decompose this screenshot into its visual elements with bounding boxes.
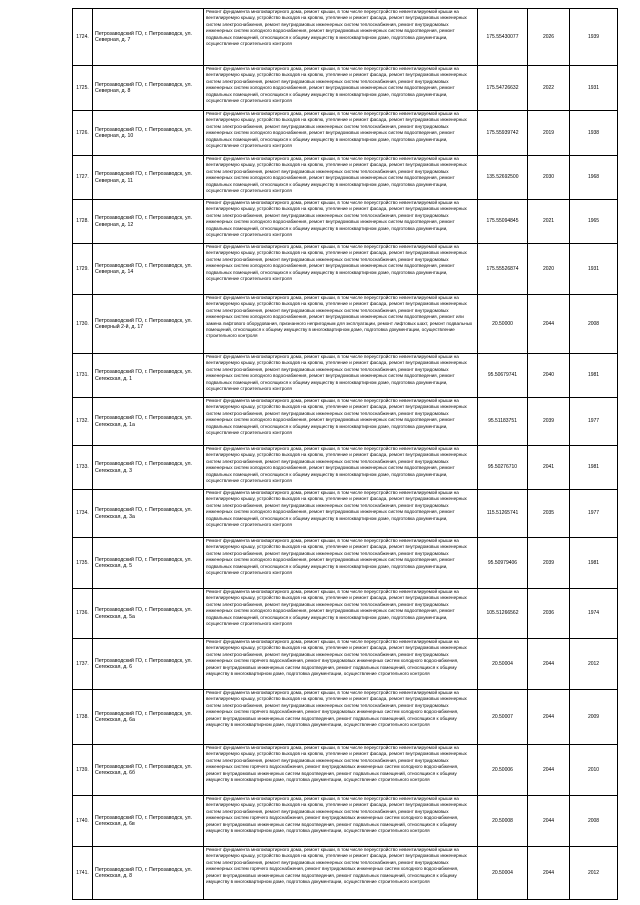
house-code: 175.55939742	[478, 111, 528, 156]
repair-works-list: Ремонт фундамента многоквартирного дома, ремонт крыши, в том числе переустройство невентилируемой крыши на вентилируемую крышу, устройство выходов на кровлю, утепление и ремонт фасада, ремонт внутридомовых инженерных систем электроснабжения, ремонт внутридомовых инженерных систем теплоснабжения, ремонт внутридомовых инженерных систем холодного водоснабжения, ремонт внутридомовых инженерных систем водоотведения, ремонт подвальных помещений, относящихся к общему имуществу в многоквартирном доме, подготовка документации, осуществление строительного контроля	[204, 490, 478, 538]
house-code: 95.50276710	[478, 446, 528, 490]
planned-repair-year: 2044	[528, 796, 570, 847]
house-address: Петрозаводский ГО, г. Петрозаводск, ул. Сегежская, д. 1а	[93, 398, 204, 446]
house-code: 175.55526874	[478, 244, 528, 295]
house-code: 175.54726632	[478, 66, 528, 111]
planned-repair-year: 2035	[528, 490, 570, 538]
construction-year: 1977	[570, 398, 618, 446]
row-number: 1727.	[73, 156, 93, 200]
construction-year: 1968	[570, 156, 618, 200]
planned-repair-year: 2044	[528, 295, 570, 354]
construction-year: 1938	[570, 111, 618, 156]
construction-year: 2012	[570, 847, 618, 900]
row-number: 1732.	[73, 398, 93, 446]
repair-works-list: Ремонт фундамента многоквартирного дома, ремонт крыши, в том числе переустройство невентилируемой крыши на вентилируемую крышу, устройство выходов на кровлю, утепление и ремонт фасада, ремонт внутридомовых инженерных систем электроснабжения, ремонт внутридомовых инженерных систем теплоснабжения, ремонт внутридомовых инженерных систем горячего водоснабжения, ремонт внутридомовых инженерных систем холодного водоснабжения, ремонт внутридомовых инженерных систем водоотведения, ремонт подвальных помещений, относящихся к общему имуществу в многоквартирном доме, подготовка документации, осуществление строительного контроля	[204, 847, 478, 900]
planned-repair-year: 2026	[528, 9, 570, 66]
house-address: Петрозаводский ГО, г. Петрозаводск, ул. Сегежская, д. 6	[93, 639, 204, 690]
repair-works-list: Ремонт фундамента многоквартирного дома, ремонт крыши, в том числе переустройство невентилируемой крыши на вентилируемую крышу, устройство выходов на кровлю, утепление и ремонт фасада, ремонт внутридомовых инженерных систем электроснабжения, ремонт внутридомовых инженерных систем теплоснабжения, ремонт внутридомовых инженерных систем холодного водоснабжения, ремонт внутридомовых инженерных систем водоотведения, ремонт или замена лифтового оборудования, признанного непригодным для эксплуатации, ремонт лифтовых шахт, ремонт подвальных помещений, относящихся к общему имуществу в многоквартирном доме, подготовка документации, осуществление строительного контроля	[204, 295, 478, 354]
house-code: 95.50979406	[478, 538, 528, 589]
house-address: Петрозаводский ГО, г. Петрозаводск, ул. Сегежская, д. 6в	[93, 796, 204, 847]
planned-repair-year: 2044	[528, 690, 570, 745]
planned-repair-year: 2022	[528, 66, 570, 111]
row-number: 1736.	[73, 589, 93, 639]
house-address: Петрозаводский ГО, г. Петрозаводск, ул. Северный 2-й, д. 17	[93, 295, 204, 354]
repair-works-list: Ремонт фундамента многоквартирного дома, ремонт крыши, в том числе переустройство невентилируемой крыши на вентилируемую крышу, устройство выходов на кровлю, утепление и ремонт фасада, ремонт внутридомовых инженерных систем электроснабжения, ремонт внутридомовых инженерных систем теплоснабжения, ремонт внутридомовых инженерных систем холодного водоснабжения, ремонт внутридомовых инженерных систем водоотведения, ремонт подвальных помещений, относящихся к общему имуществу в многоквартирном доме, подготовка документации, осуществление строительного контроля	[204, 111, 478, 156]
planned-repair-year: 2039	[528, 538, 570, 589]
construction-year: 2008	[570, 796, 618, 847]
row-number: 1735.	[73, 538, 93, 589]
row-number: 1726.	[73, 111, 93, 156]
construction-year: 2012	[570, 639, 618, 690]
table-row	[73, 354, 618, 398]
table-row	[73, 244, 618, 295]
house-code: 115.51265741	[478, 490, 528, 538]
house-address: Петрозаводский ГО, г. Петрозаводск, ул. Сегежская, д. 5	[93, 538, 204, 589]
house-code: 135.52692500	[478, 156, 528, 200]
planned-repair-year: 2044	[528, 639, 570, 690]
house-code: 20.50004	[478, 639, 528, 690]
capital-repair-program-sheet	[72, 8, 617, 900]
table-row	[73, 847, 618, 900]
repair-works-list: Ремонт фундамента многоквартирного дома, ремонт крыши, в том числе переустройство невентилируемой крыши на вентилируемую крышу, устройство выходов на кровлю, утепление и ремонт фасада, ремонт внутридомовых инженерных систем электроснабжения, ремонт внутридомовых инженерных систем теплоснабжения, ремонт внутридомовых инженерных систем холодного водоснабжения, ремонт внутридомовых инженерных систем водоотведения, ремонт подвальных помещений, относящихся к общему имуществу в многоквартирном доме, подготовка документации, осуществление строительного контроля	[204, 244, 478, 295]
repair-works-list: Ремонт фундамента многоквартирного дома, ремонт крыши, в том числе переустройство невентилируемой крыши на вентилируемую крышу, устройство выходов на кровлю, утепление и ремонт фасада, ремонт внутридомовых инженерных систем электроснабжения, ремонт внутридомовых инженерных систем теплоснабжения, ремонт внутридомовых инженерных систем горячего водоснабжения, ремонт внутридомовых инженерных систем холодного водоснабжения, ремонт внутридомовых инженерных систем водоотведения, ремонт подвальных помещений, относящихся к общему имуществу в многоквартирном доме, подготовка документации, осуществление строительного контроля	[204, 745, 478, 796]
repair-works-list: Ремонт фундамента многоквартирного дома, ремонт крыши, в том числе переустройство невентилируемой крыши на вентилируемую крышу, устройство выходов на кровлю, утепление и ремонт фасада, ремонт внутридомовых инженерных систем электроснабжения, ремонт внутридомовых инженерных систем теплоснабжения, ремонт внутридомовых инженерных систем горячего водоснабжения, ремонт внутридомовых инженерных систем холодного водоснабжения, ремонт внутридомовых инженерных систем водоотведения, ремонт подвальных помещений, относящихся к общему имуществу в многоквартирном доме, подготовка документации, осуществление строительного контроля	[204, 639, 478, 690]
construction-year: 1931	[570, 66, 618, 111]
construction-year: 1981	[570, 446, 618, 490]
repair-works-list: Ремонт фундамента многоквартирного дома, ремонт крыши, в том числе переустройство невентилируемой крыши на вентилируемую крышу, устройство выходов на кровлю, утепление и ремонт фасада, ремонт внутридомовых инженерных систем электроснабжения, ремонт внутридомовых инженерных систем теплоснабжения, ремонт внутридомовых инженерных систем холодного водоснабжения, ремонт внутридомовых инженерных систем водоотведения, ремонт подвальных помещений, относящихся к общему имуществу в многоквартирном доме, подготовка документации, осуществление строительного контроля	[204, 200, 478, 244]
planned-repair-year: 2036	[528, 589, 570, 639]
repair-works-list: Ремонт фундамента многоквартирного дома, ремонт крыши, в том числе переустройство невентилируемой крыши на вентилируемую крышу, устройство выходов на кровлю, утепление и ремонт фасада, ремонт внутридомовых инженерных систем электроснабжения, ремонт внутридомовых инженерных систем теплоснабжения, ремонт внутридомовых инженерных систем горячего водоснабжения, ремонт внутридомовых инженерных систем холодного водоснабжения, ремонт внутридомовых инженерных систем водоотведения, ремонт подвальных помещений, относящихся к общему имуществу в многоквартирном доме, подготовка документации, осуществление строительного контроля	[204, 690, 478, 745]
repair-works-list: Ремонт фундамента многоквартирного дома, ремонт крыши, в том числе переустройство невентилируемой крыши на вентилируемую крышу, устройство выходов на кровлю, утепление и ремонт фасада, ремонт внутридомовых инженерных систем электроснабжения, ремонт внутридомовых инженерных систем теплоснабжения, ремонт внутридомовых инженерных систем холодного водоснабжения, ремонт внутридомовых инженерных систем водоотведения, ремонт подвальных помещений, относящихся к общему имуществу в многоквартирном доме, подготовка документации, осуществление строительного контроля	[204, 398, 478, 446]
table-row	[73, 796, 618, 847]
table-row	[73, 745, 618, 796]
house-address: Петрозаводский ГО, г. Петрозаводск, ул. Сегежская, д. 1	[93, 354, 204, 398]
house-code: 105.51266562	[478, 589, 528, 639]
planned-repair-year: 2044	[528, 847, 570, 900]
repair-works-list: Ремонт фундамента многоквартирного дома, ремонт крыши, в том числе переустройство невентилируемой крыши на вентилируемую крышу, устройство выходов на кровлю, утепление и ремонт фасада, ремонт внутридомовых инженерных систем электроснабжения, ремонт внутридомовых инженерных систем теплоснабжения, ремонт внутридомовых инженерных систем холодного водоснабжения, ремонт внутридомовых инженерных систем водоотведения, ремонт подвальных помещений, относящихся к общему имуществу в многоквартирном доме, подготовка документации, осуществление строительного контроля	[204, 538, 478, 589]
construction-year: 1931	[570, 244, 618, 295]
construction-year: 2008	[570, 295, 618, 354]
table-row	[73, 639, 618, 690]
row-number: 1741.	[73, 847, 93, 900]
row-number: 1733.	[73, 446, 93, 490]
construction-year: 1939	[570, 9, 618, 66]
house-address: Петрозаводский ГО, г. Петрозаводск, ул. Сегежская, д. 6б	[93, 745, 204, 796]
table-row	[73, 9, 618, 66]
house-address: Петрозаводский ГО, г. Петрозаводск, ул. Сегежская, д. 8	[93, 847, 204, 900]
row-number: 1737.	[73, 639, 93, 690]
repair-works-list: Ремонт фундамента многоквартирного дома, ремонт крыши, в том числе переустройство невентилируемой крыши на вентилируемую крышу, устройство выходов на кровлю, утепление и ремонт фасада, ремонт внутридомовых инженерных систем электроснабжения, ремонт внутридомовых инженерных систем теплоснабжения, ремонт внутридомовых инженерных систем холодного водоснабжения, ремонт внутридомовых инженерных систем водоотведения, ремонт подвальных помещений, относящихся к общему имуществу в многоквартирном доме, подготовка документации, осуществление строительного контроля	[204, 354, 478, 398]
house-address: Петрозаводский ГО, г. Петрозаводск, ул. Северная, д. 14	[93, 244, 204, 295]
repair-works-list: Ремонт фундамента многоквартирного дома, ремонт крыши, в том числе переустройство невентилируемой крыши на вентилируемую крышу, устройство выходов на кровлю, утепление и ремонт фасада, ремонт внутридомовых инженерных систем электроснабжения, ремонт внутридомовых инженерных систем теплоснабжения, ремонт внутридомовых инженерных систем холодного водоснабжения, ремонт внутридомовых инженерных систем водоотведения, ремонт подвальных помещений, относящихся к общему имуществу в многоквартирном доме, подготовка документации, осуществление строительного контроля	[204, 446, 478, 490]
table-row	[73, 589, 618, 639]
planned-repair-year: 2044	[528, 745, 570, 796]
repair-works-list: Ремонт фундамента многоквартирного дома, ремонт крыши, в том числе переустройство невентилируемой крыши на вентилируемую крышу, устройство выходов на кровлю, утепление и ремонт фасада, ремонт внутридомовых инженерных систем электроснабжения, ремонт внутридомовых инженерных систем теплоснабжения, ремонт внутридомовых инженерных систем горячего водоснабжения, ремонт внутридомовых инженерных систем холодного водоснабжения, ремонт внутридомовых инженерных систем водоотведения, ремонт подвальных помещений, относящихся к общему имуществу в многоквартирном доме, подготовка документации, осуществление строительного контроля	[204, 796, 478, 847]
house-code: 175.55094845	[478, 200, 528, 244]
planned-repair-year: 2021	[528, 200, 570, 244]
house-code: 20.50000	[478, 295, 528, 354]
table-row	[73, 538, 618, 589]
construction-year: 1974	[570, 589, 618, 639]
house-address: Петрозаводский ГО, г. Петрозаводск, ул. Сегежская, д. 5а	[93, 589, 204, 639]
house-code: 175.55430077	[478, 9, 528, 66]
construction-year: 2009	[570, 690, 618, 745]
house-address: Петрозаводский ГО, г. Петрозаводск, ул. Сегежская, д. 6а	[93, 690, 204, 745]
row-number: 1739.	[73, 745, 93, 796]
table-row	[73, 200, 618, 244]
construction-year: 2010	[570, 745, 618, 796]
planned-repair-year: 2019	[528, 111, 570, 156]
planned-repair-year: 2030	[528, 156, 570, 200]
repair-works-list: Ремонт фундамента многоквартирного дома, ремонт крыши, в том числе переустройство невентилируемой крыши на вентилируемую крышу, устройство выходов на кровлю, утепление и ремонт фасада, ремонт внутридомовых инженерных систем электроснабжения, ремонт внутридомовых инженерных систем теплоснабжения, ремонт внутридомовых инженерных систем холодного водоснабжения, ремонт внутридомовых инженерных систем водоотведения, ремонт подвальных помещений, относящихся к общему имуществу в многоквартирном доме, подготовка документации, осуществление строительного контроля	[204, 9, 478, 66]
row-number: 1724.	[73, 9, 93, 66]
table-row	[73, 490, 618, 538]
row-number: 1728.	[73, 200, 93, 244]
house-address: Петрозаводский ГО, г. Петрозаводск, ул. Северная, д. 7	[93, 9, 204, 66]
row-number: 1731.	[73, 354, 93, 398]
house-address: Петрозаводский ГО, г. Петрозаводск, ул. Северная, д. 8	[93, 66, 204, 111]
row-number: 1730.	[73, 295, 93, 354]
repair-works-list: Ремонт фундамента многоквартирного дома, ремонт крыши, в том числе переустройство невентилируемой крыши на вентилируемую крышу, устройство выходов на кровлю, утепление и ремонт фасада, ремонт внутридомовых инженерных систем электроснабжения, ремонт внутридомовых инженерных систем теплоснабжения, ремонт внутридомовых инженерных систем холодного водоснабжения, ремонт внутридомовых инженерных систем водоотведения, ремонт подвальных помещений, относящихся к общему имуществу в многоквартирном доме, подготовка документации, осуществление строительного контроля	[204, 156, 478, 200]
table-row	[73, 66, 618, 111]
table-row	[73, 690, 618, 745]
planned-repair-year: 2040	[528, 354, 570, 398]
house-code: 20.50008	[478, 796, 528, 847]
construction-year: 1981	[570, 538, 618, 589]
repair-program-table	[72, 8, 618, 900]
house-address: Петрозаводский ГО, г. Петрозаводск, ул. Северная, д. 11	[93, 156, 204, 200]
house-code: 20.50006	[478, 745, 528, 796]
repair-works-list: Ремонт фундамента многоквартирного дома, ремонт крыши, в том числе переустройство невентилируемой крыши на вентилируемую крышу, устройство выходов на кровлю, утепление и ремонт фасада, ремонт внутридомовых инженерных систем электроснабжения, ремонт внутридомовых инженерных систем теплоснабжения, ремонт внутридомовых инженерных систем холодного водоснабжения, ремонт внутридомовых инженерных систем водоотведения, ремонт подвальных помещений, относящихся к общему имуществу в многоквартирном доме, подготовка документации, осуществление строительного контроля	[204, 589, 478, 639]
planned-repair-year: 2020	[528, 244, 570, 295]
row-number: 1725.	[73, 66, 93, 111]
row-number: 1740.	[73, 796, 93, 847]
house-code: 20.50007	[478, 690, 528, 745]
house-address: Петрозаводский ГО, г. Петрозаводск, ул. Северная, д. 12	[93, 200, 204, 244]
house-code: 95.51183751	[478, 398, 528, 446]
construction-year: 1981	[570, 354, 618, 398]
table-row	[73, 446, 618, 490]
house-address: Петрозаводский ГО, г. Петрозаводск, ул. Северная, д. 10	[93, 111, 204, 156]
construction-year: 1965	[570, 200, 618, 244]
house-address: Петрозаводский ГО, г. Петрозаводск, ул. Сегежская, д. 3	[93, 446, 204, 490]
table-row	[73, 111, 618, 156]
table-row	[73, 398, 618, 446]
repair-works-list: Ремонт фундамента многоквартирного дома, ремонт крыши, в том числе переустройство невентилируемой крыши на вентилируемую крышу, устройство выходов на кровлю, утепление и ремонт фасада, ремонт внутридомовых инженерных систем электроснабжения, ремонт внутридомовых инженерных систем теплоснабжения, ремонт внутридомовых инженерных систем холодного водоснабжения, ремонт внутридомовых инженерных систем водоотведения, ремонт подвальных помещений, относящихся к общему имуществу в многоквартирном доме, подготовка документации, осуществление строительного контроля	[204, 66, 478, 111]
row-number: 1734.	[73, 490, 93, 538]
row-number: 1738.	[73, 690, 93, 745]
row-number: 1729.	[73, 244, 93, 295]
planned-repair-year: 2041	[528, 446, 570, 490]
house-code: 95.50679741	[478, 354, 528, 398]
construction-year: 1977	[570, 490, 618, 538]
house-address: Петрозаводский ГО, г. Петрозаводск, ул. Сегежская, д. 3а	[93, 490, 204, 538]
planned-repair-year: 2039	[528, 398, 570, 446]
table-row	[73, 156, 618, 200]
house-code: 20.50004	[478, 847, 528, 900]
table-row	[73, 295, 618, 354]
